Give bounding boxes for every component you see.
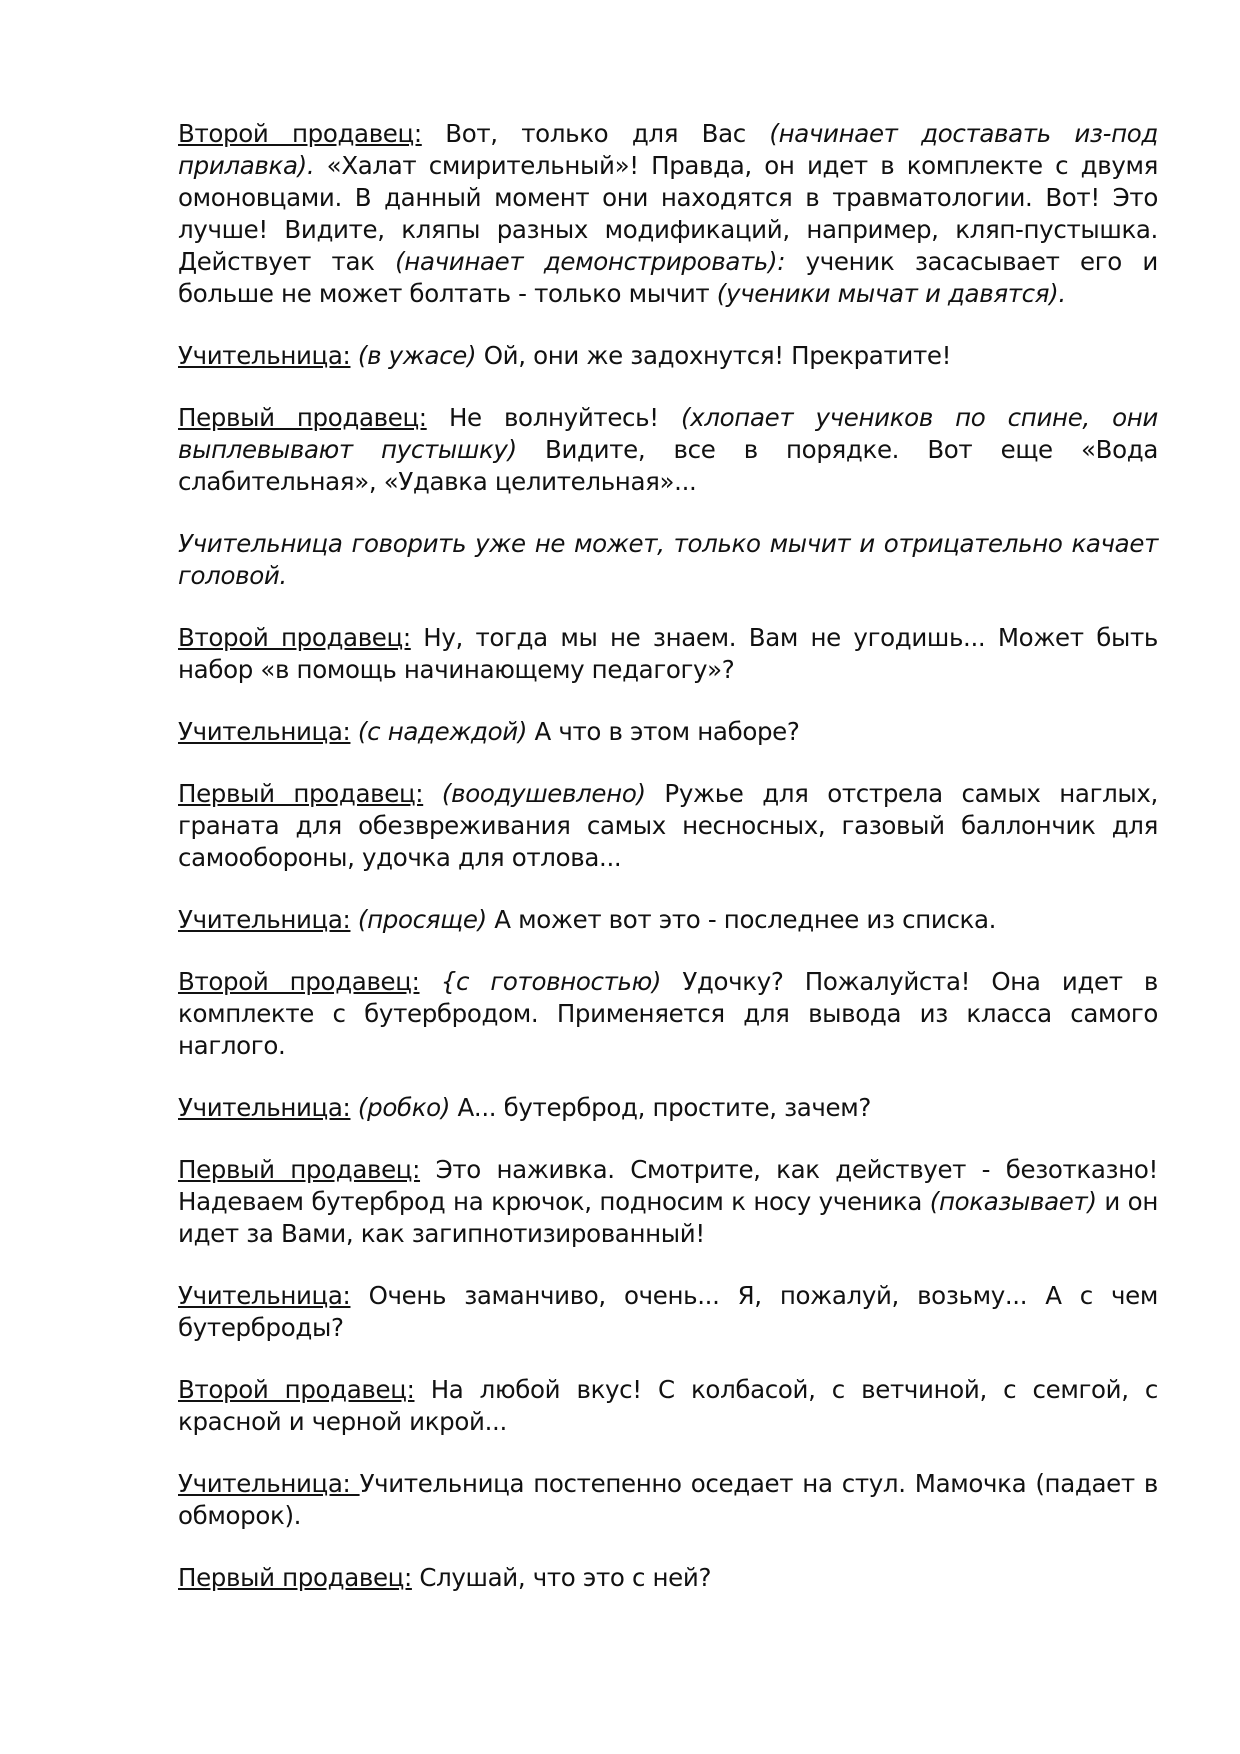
script-paragraph — [178, 1280, 1158, 1344]
speaker-name: Учительница: — [178, 1093, 351, 1122]
speaker-name: Первый продавец: — [178, 403, 427, 432]
script-paragraph — [178, 528, 1158, 592]
stage-direction: Учительница говорить уже не может, только мычит и отрицательно качает головой. — [178, 529, 1158, 590]
stage-direction: (показывает) — [929, 1187, 1097, 1216]
dialogue-text: Удочку? Пожалуйста! Она идет в комплекте с бутербродом. Применяется для вывода из класса самого наглого. — [178, 967, 1158, 1060]
stage-direction: (ученики мычат и давятся). — [716, 279, 1066, 308]
speaker-name: Учительница: — [178, 1281, 351, 1310]
dialogue-text: Это наживка. Смотрите, как действует - безотказно! Надеваем бутерброд на крючок, подносим к носу ученика — [178, 1155, 1158, 1216]
speaker-name: Учительница: — [178, 341, 351, 370]
dialogue-text: А что в этом наборе? — [527, 717, 800, 746]
stage-direction: (с надеждой) — [357, 717, 528, 746]
speaker-name: Первый продавец: — [178, 1563, 412, 1592]
script-paragraph — [178, 402, 1158, 498]
stage-direction: (воодушевлено) — [441, 779, 646, 808]
script-paragraph — [178, 966, 1158, 1062]
script-paragraph — [178, 778, 1158, 874]
stage-direction: {с готовностью) — [440, 967, 662, 996]
speaker-name: Второй продавец: — [178, 623, 411, 652]
dialogue-text: А может вот это - последнее из списка. — [486, 905, 997, 934]
speaker-name: Учительница: — [178, 717, 351, 746]
script-paragraph — [178, 904, 1158, 936]
speaker-name: Второй продавец: — [178, 1375, 415, 1404]
dialogue-text: Видите, все в порядке. Вот еще «Вода слабительная», «Удавка целительная»... — [178, 435, 1158, 496]
dialogue-text: Слушай, что это с ней? — [411, 1563, 712, 1592]
document-page — [178, 118, 1158, 1624]
dialogue-text: Очень заманчиво, очень... Я, пожалуй, возьму... А с чем бутерброды? — [178, 1281, 1158, 1342]
stage-direction: (начинает демонстрировать): — [395, 247, 786, 276]
dialogue-text: А... бутерброд, простите, зачем? — [450, 1093, 872, 1122]
speaker-name: Первый продавец: — [178, 1155, 421, 1184]
dialogue-text: Учительница постепенно оседает на стул. Мамочка (падает в обморок). — [178, 1469, 1158, 1530]
script-paragraph — [178, 1468, 1158, 1532]
dialogue-text — [350, 717, 357, 746]
dialogue-text: Вот, только для Вас — [421, 119, 770, 148]
stage-direction: (начинает доставать из-под прилавка). — [178, 119, 1158, 180]
dialogue-text — [423, 779, 442, 808]
dialogue-text: «Халат смирительный»! Правда, он идет в комплекте с двумя омоновцами. В данный момент они находятся в травматологии. Вот! Это лучше! Видите, кляпы разных модификаций, например, кляп-пустышка. Действует так — [178, 151, 1158, 276]
speaker-name: Учительница: — [178, 1469, 360, 1498]
speaker-name: Второй продавец: — [178, 119, 422, 148]
dialogue-text: Ружье для отстрела самых наглых, граната для обезвреживания самых несносных, газовый баллончик для самообороны, удочка для отлова... — [178, 779, 1158, 872]
speaker-name: Второй продавец: — [178, 967, 420, 996]
speaker-name: Учительница: — [178, 905, 351, 934]
dialogue-text: ученик засасывает его и больше не может болтать - только мычит — [178, 247, 1158, 308]
dialogue-text — [350, 905, 357, 934]
dialogue-text — [350, 341, 357, 370]
script-paragraph — [178, 340, 1158, 372]
dialogue-text: и он идет за Вами, как загипнотизированный! — [178, 1187, 1158, 1248]
dialogue-text: На любой вкус! С колбасой, с ветчиной, с семгой, с красной и черной икрой... — [178, 1375, 1158, 1436]
script-paragraph — [178, 118, 1158, 310]
stage-direction: (робко) — [357, 1093, 451, 1122]
speaker-name: Первый продавец: — [178, 779, 424, 808]
script-paragraph — [178, 1092, 1158, 1124]
dialogue-text: Ну, тогда мы не знаем. Вам не угодишь... Может быть набор «в помощь начинающему педагогу»? — [178, 623, 1158, 684]
script-paragraph — [178, 1562, 1158, 1594]
script-paragraph — [178, 1374, 1158, 1438]
dialogue-text: Не волнуйтесь! — [426, 403, 681, 432]
stage-direction: (хлопает учеников по спине, они выплевывают пустышку) — [178, 403, 1158, 464]
script-paragraph — [178, 1154, 1158, 1250]
stage-direction: (просяще) — [357, 905, 487, 934]
script-paragraph — [178, 716, 1158, 748]
dialogue-text — [420, 967, 441, 996]
dialogue-text: Ой, они же задохнутся! Прекратите! — [476, 341, 952, 370]
stage-direction: (в ужасе) — [357, 341, 477, 370]
script-paragraph — [178, 622, 1158, 686]
dialogue-text — [350, 1093, 357, 1122]
